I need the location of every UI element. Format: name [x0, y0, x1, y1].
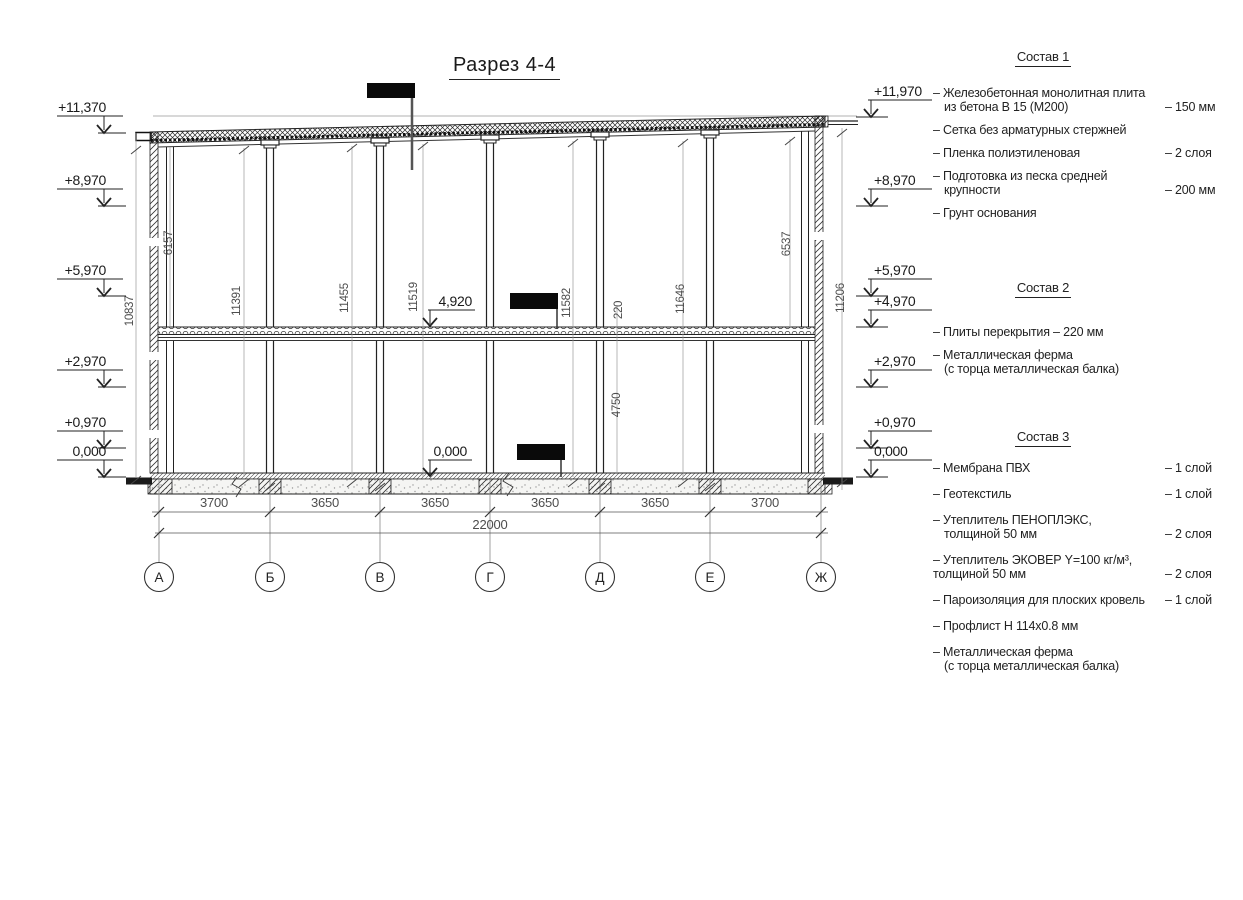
right-plinth	[823, 478, 853, 485]
notes-section-2	[933, 281, 1243, 385]
callout-upper-floor	[423, 293, 475, 326]
column	[371, 138, 389, 327]
drawing-title: Разрез 4-4	[449, 54, 560, 80]
svg-text:+11,970: +11,970	[874, 83, 922, 99]
callout-ground-level	[423, 443, 472, 476]
dim-label: 6537	[781, 231, 793, 257]
axis-label: А	[154, 570, 164, 585]
note-value: – 2 слоя	[1165, 146, 1212, 160]
axis-label: Г	[486, 570, 494, 585]
elevation-markers-right	[856, 83, 932, 477]
notes-section-1	[933, 50, 1243, 229]
note-item: – Геотекстиль – 1 слой	[933, 487, 1212, 501]
svg-text:+0,970: +0,970	[874, 414, 916, 430]
vertical-dim-labels	[124, 231, 847, 417]
span-dim: 3700	[750, 495, 780, 510]
elevation-marker	[856, 83, 932, 117]
note-item: – Плиты перекрытия – 220 мм	[933, 325, 1104, 339]
note-item: – Железобетонная монолитная плита из бетона В 15 (М200) – 150 мм	[933, 86, 1216, 114]
elevation-marker	[57, 262, 126, 296]
dim-label: 4750	[611, 392, 623, 418]
redacted-label	[510, 293, 558, 309]
axis-label: Б	[265, 570, 275, 585]
upper-columns	[167, 130, 809, 327]
elevation-marker	[856, 172, 932, 206]
span-dim: 3650	[530, 495, 560, 510]
column	[591, 132, 609, 327]
svg-text:+2,970: +2,970	[874, 353, 916, 369]
ground-slab	[150, 473, 825, 479]
left-plinth	[126, 478, 152, 485]
axis-label: В	[375, 570, 385, 585]
svg-text:+5,970: +5,970	[64, 262, 106, 278]
elevation-marker	[57, 172, 126, 206]
elevation-markers-left	[57, 99, 126, 477]
dim-label: 11582	[561, 288, 573, 318]
redacted-label	[367, 83, 415, 98]
note-value: – 2 слоя	[1165, 567, 1212, 581]
lower-columns	[167, 341, 809, 473]
elevation-marker	[57, 99, 126, 133]
right-wall	[815, 116, 824, 473]
span-dim: 3650	[310, 495, 340, 510]
axis-bubbles	[145, 563, 836, 592]
svg-text:0,000: 0,000	[72, 443, 106, 459]
roof-slab	[136, 116, 858, 147]
note-item: – Мембрана ПВХ – 1 слой	[933, 461, 1212, 475]
elevation-marker	[856, 262, 932, 296]
note-value: – 2 слоя	[1165, 527, 1212, 541]
svg-text:+11,370: +11,370	[58, 99, 106, 115]
span-dim: 3700	[199, 495, 229, 510]
mid-floor-slab	[158, 327, 815, 341]
note-item: – Металлическая ферма (с торца металлическая балка)	[933, 645, 1120, 673]
span-dim: 3650	[640, 495, 670, 510]
svg-text:+4,970: +4,970	[874, 293, 916, 309]
axis-label: Е	[705, 570, 715, 585]
dim-label: 220	[613, 300, 625, 320]
dim-label: 6157	[163, 230, 175, 256]
redacted-labels	[367, 83, 565, 477]
note-value: – 150 мм	[1165, 100, 1216, 114]
note-item: – Металлическая ферма (с торца металлическая балка)	[933, 348, 1120, 376]
note-item: – Сетка без арматурных стержней	[933, 123, 1127, 137]
svg-text:+8,970: +8,970	[64, 172, 106, 188]
svg-text:4,920: 4,920	[438, 293, 472, 309]
note-item: – Утеплитель ЭКОВЕР Y=100 кг/м³, толщиной 50 мм – 2 слоя	[933, 553, 1212, 581]
svg-text:0,000: 0,000	[433, 443, 467, 459]
notes-section-title: Состав 2	[933, 281, 1153, 295]
svg-text:0,000: 0,000	[874, 443, 908, 459]
svg-text:+5,970: +5,970	[874, 262, 916, 278]
notes-section-title: Состав 3	[933, 430, 1153, 444]
dim-label: 11455	[339, 283, 351, 313]
notes-section-3	[933, 430, 1243, 685]
dim-label: 11391	[231, 286, 243, 316]
notes-section-title: Состав 1	[933, 50, 1153, 64]
svg-text:+8,970: +8,970	[874, 172, 916, 188]
note-item: – Подготовка из песка средней крупности – 200 мм	[933, 169, 1216, 197]
elevation-marker	[856, 353, 932, 387]
note-value: – 1 слой	[1165, 487, 1212, 501]
span-dim: 3650	[420, 495, 450, 510]
note-item: – Пленка полиэтиленовая – 2 слоя	[933, 146, 1212, 160]
axis-label: Д	[595, 570, 605, 585]
total-dim: 22000	[472, 517, 508, 532]
column	[701, 130, 719, 327]
note-value: – 1 слой	[1165, 461, 1212, 475]
left-wall	[150, 132, 159, 473]
note-value: – 1 слой	[1165, 593, 1212, 607]
note-item: – Пароизоляция для плоских кровель – 1 слой	[933, 593, 1212, 607]
note-item: – Профлист Н 114х0.8 мм	[933, 619, 1079, 633]
note-item: – Утеплитель ПЕНОПЛЭКС, толщиной 50 мм – 2 слоя	[933, 513, 1212, 541]
column	[261, 140, 279, 327]
svg-text:+0,970: +0,970	[64, 414, 106, 430]
dim-label: 11206	[835, 283, 847, 313]
dim-label: 11646	[675, 284, 687, 314]
elevation-marker	[57, 353, 126, 387]
column	[481, 135, 499, 327]
svg-text:+2,970: +2,970	[64, 353, 106, 369]
elevation-marker	[856, 293, 932, 327]
note-value: – 200 мм	[1165, 183, 1216, 197]
axis-label: Ж	[814, 570, 828, 585]
redacted-label	[517, 444, 565, 460]
dim-label: 11519	[408, 282, 420, 312]
note-item: – Грунт основания	[933, 206, 1037, 220]
roof-left-eave	[136, 133, 151, 141]
dim-label: 10837	[124, 295, 136, 327]
